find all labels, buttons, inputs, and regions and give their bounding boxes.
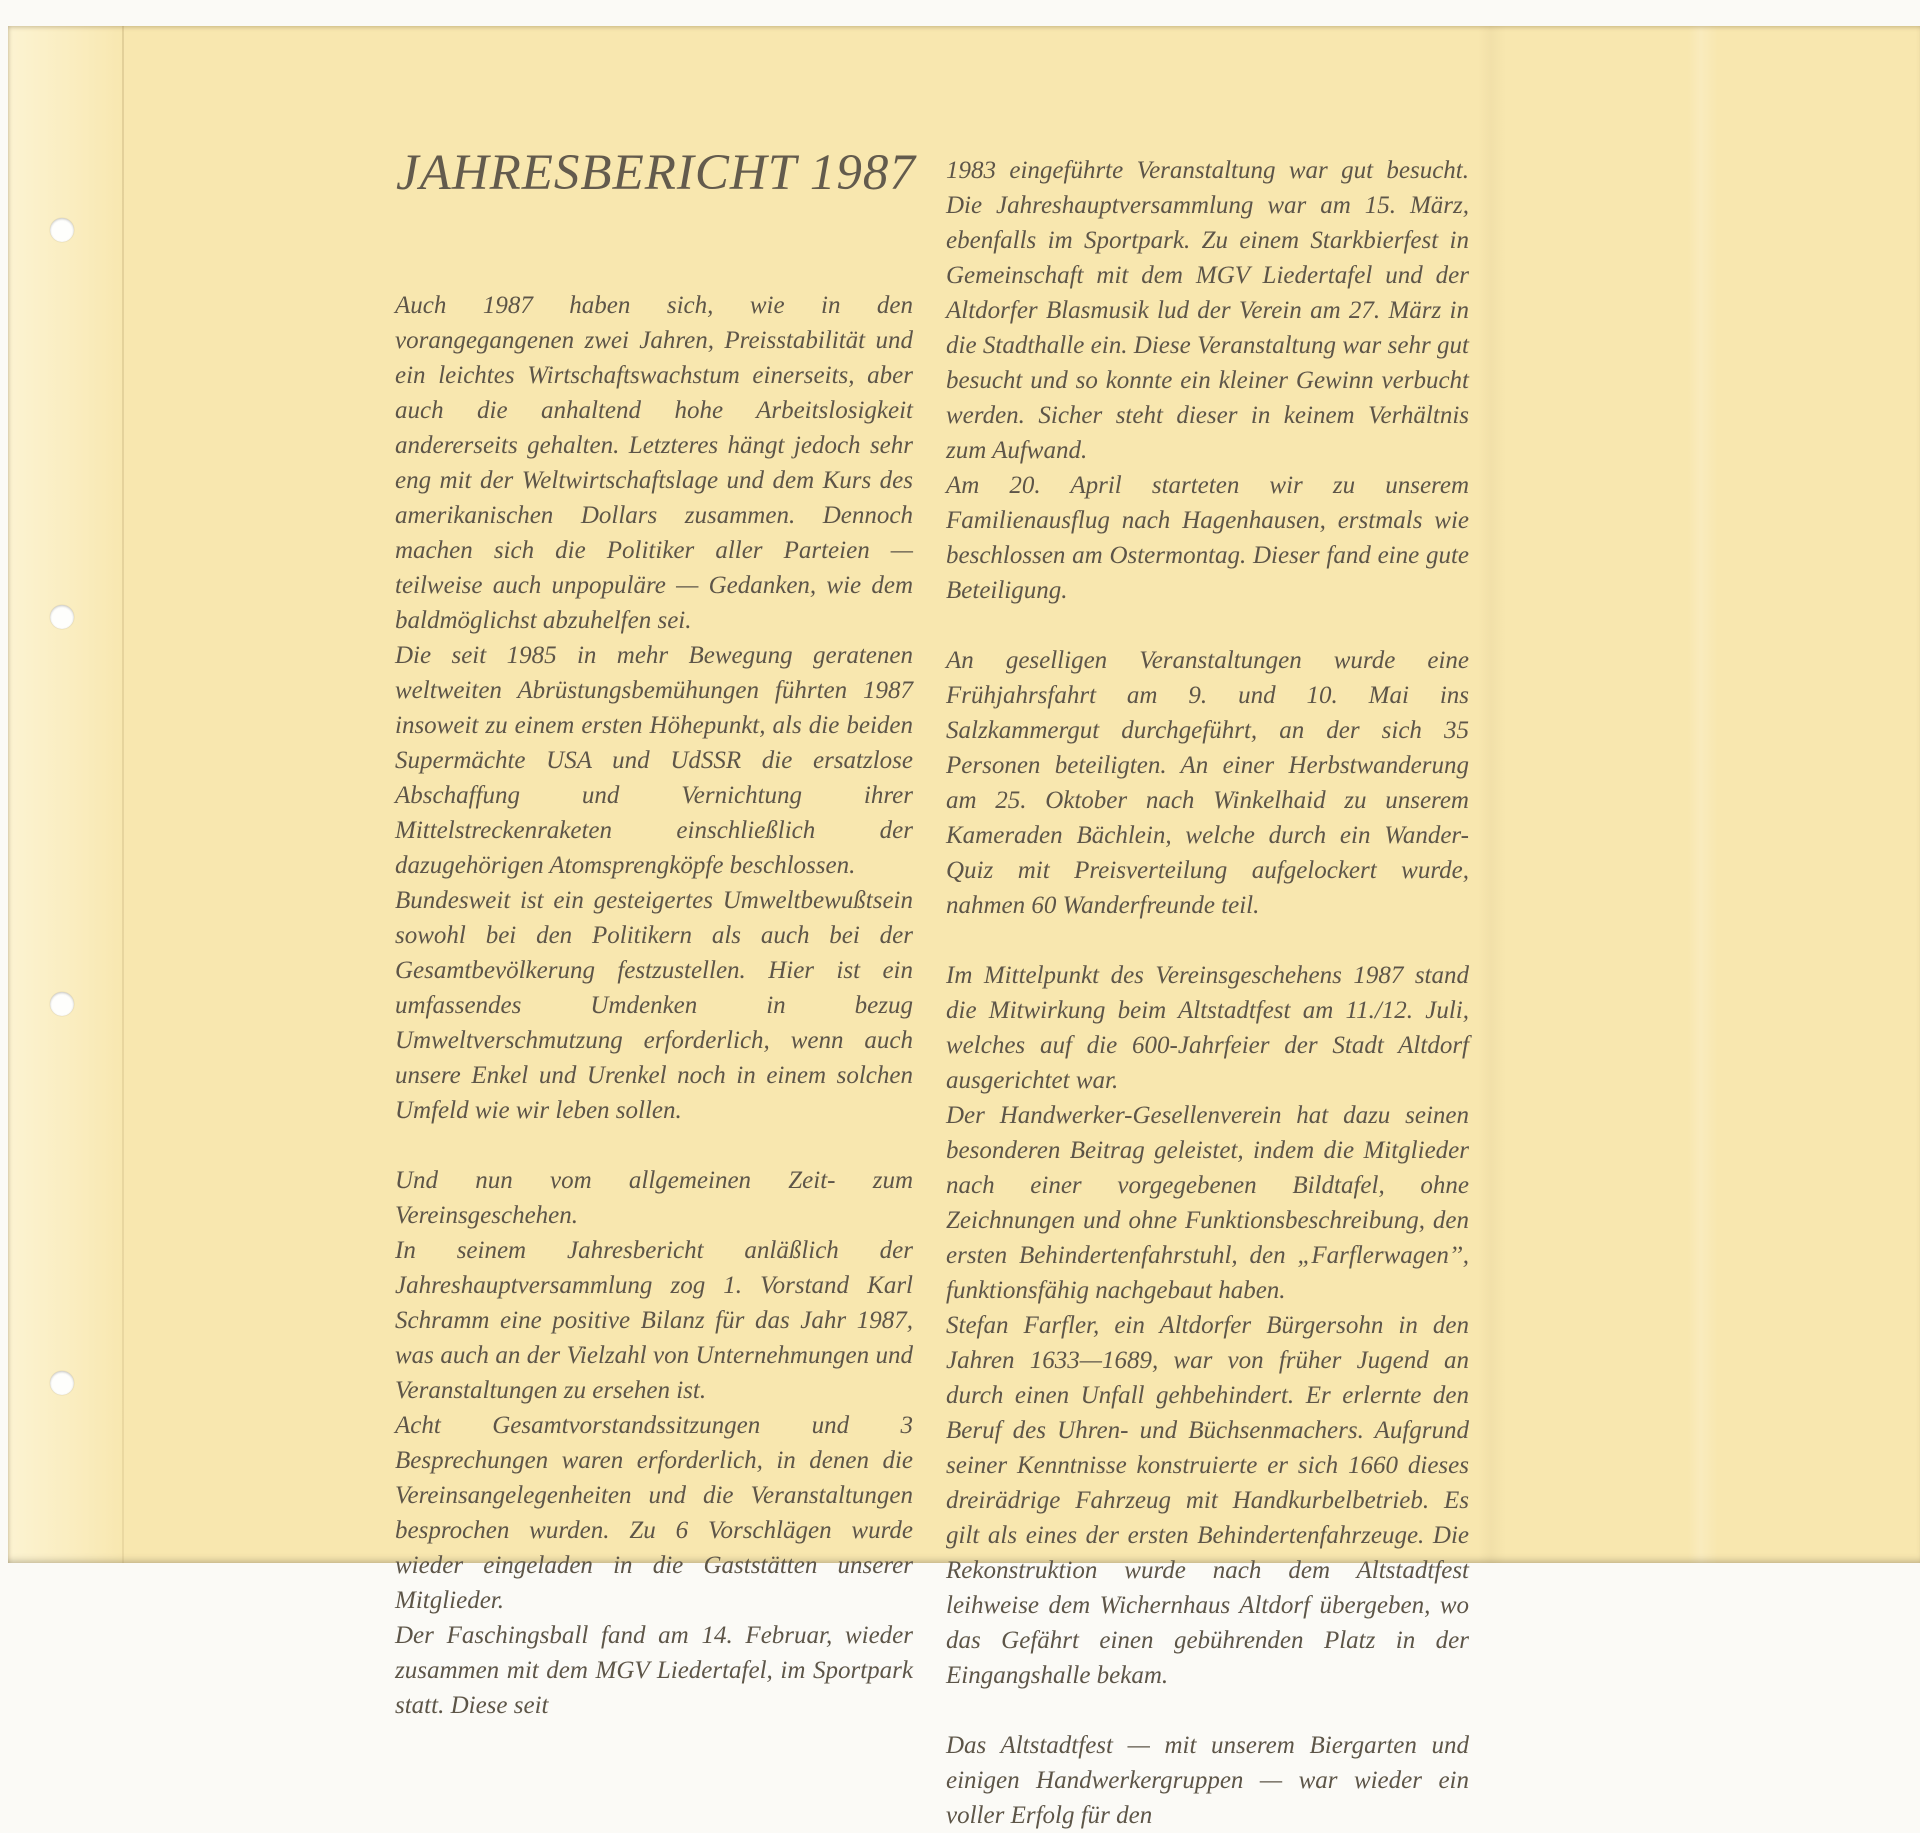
paragraph: Acht Gesamtvorstandssitzungen und 3 Besprechungen waren erforderlich, in denen die Vereinsangelegenheiten und die Veranstaltungen besprochen wurden. Zu 6 Vorschlägen wurde wieder eingeladen in die Gaststätten unserer Mitglieder. (395, 1412, 913, 1614)
paragraph: In seinem Jahresbericht anläßlich der Jahreshauptversammlung zog 1. Vorstand Karl Schramm eine positive Bilanz für das Jahr 1987, was auch an der Vielzahl von Unternehmungen und Veranstaltungen zu ersehen ist. (395, 1237, 913, 1404)
punch-hole (50, 1371, 74, 1395)
paragraph: Auch 1987 haben sich, wie in den vorangegangenen zwei Jahren, Preisstabilität und ein leichtes Wirtschaftswachstum einerseits, aber auch die anhaltend hohe Arbeitslosigkeit andererseits gehalten. Letzteres hängt jedoch sehr eng mit der Weltwirtschaftslage und dem Kurs des amerikanischen Dollars zusammen. Dennoch machen sich die Politiker aller Parteien — teilweise auch unpopuläre — Gedanken, wie dem baldmöglichst abzuhelfen sei. (395, 292, 913, 634)
page-title: JAHRESBERICHT 1987 (396, 145, 916, 201)
paragraph: 1983 eingeführte Veranstaltung war gut besucht. Die Jahreshauptversammlung war am 15. März, ebenfalls im Sportpark. Zu einem Starkbierfest in Gemeinschaft mit dem MGV Liedertafel und der Altdorfer Blasmusik lud der Verein am 27. März in die Stadthalle ein. Diese Veranstaltung war sehr gut besucht und so konnte ein kleiner Gewinn verbucht werden. Sicher steht dieser in keinem Verhältnis zum Aufwand. (946, 157, 1469, 464)
paragraph: Das Altstadtfest — mit unserem Biergarten und einigen Handwerkergruppen — war wieder ein voller Erfolg für den (946, 1732, 1469, 1829)
paragraph: Die seit 1985 in mehr Bewegung geratenen weltweiten Abrüstungsbemühungen führten 1987 insoweit zu einem ersten Höhepunkt, als die beiden Supermächte USA und UdSSR die ersatzlose Abschaffung und Vernichtung ihrer Mittelstreckenraketen einschließlich der dazugehörigen Atomsprengköpfe beschlossen. (395, 642, 913, 879)
paragraph: Bundesweit ist ein gesteigertes Umweltbewußtsein sowohl bei den Politikern als auch bei der Gesamtbevölkerung festzustellen. Hier ist ein umfassendes Umdenken in bezug Umweltverschmutzung erforderlich, wenn auch unsere Enkel und Urenkel noch in einem solchen Umfeld wie wir leben sollen. (395, 887, 913, 1124)
paragraph: An geselligen Veranstaltungen wurde eine Frühjahrsfahrt am 9. und 10. Mai ins Salzkammergut durchgeführt, an der sich 35 Personen beteiligten. An einer Herbstwanderung am 25. Oktober nach Winkelhaid zu unserem Kameraden Bächlein, welche durch ein Wander-Quiz mit Preisverteilung aufgelockert wurde, nahmen 60 Wanderfreunde teil. (946, 647, 1469, 919)
binding-fold-line (122, 26, 124, 1563)
punch-hole (50, 218, 74, 242)
scanned-paper-sheet (8, 26, 1920, 1829)
left-column (395, 288, 913, 1723)
paragraph: Der Faschingsball fand am 14. Februar, wieder zusammen mit dem MGV Liedertafel, im Sportpark statt. Diese seit (395, 1622, 913, 1719)
paragraph: Im Mittelpunkt des Vereinsgeschehens 1987 stand die Mitwirkung beim Altstadtfest am 11./12. Juli, welches auf die 600-Jahrfeier der Stadt Altdorf ausgerichtet war. (946, 962, 1469, 1094)
paragraph: Der Handwerker-Gesellenverein hat dazu seinen besonderen Beitrag geleistet, indem die Mitglieder nach einer vorgegebenen Bildtafel, ohne Zeichnungen und ohne Funktionsbeschreibung, den ersten Behindertenfahrstuhl, den „Farflerwagen’’, funktionsfähig nachgebaut haben. (946, 1102, 1469, 1304)
punch-hole (50, 992, 74, 1016)
punch-hole (50, 605, 74, 629)
paragraph: Und nun vom allgemeinen Zeit- zum Vereinsgeschehen. (395, 1167, 913, 1229)
paragraph: Am 20. April starteten wir zu unserem Familienausflug nach Hagenhausen, erstmals wie beschlossen am Ostermontag. Dieser fand eine gute Beteiligung. (946, 472, 1469, 604)
paragraph: Stefan Farfler, ein Altdorfer Bürgersohn in den Jahren 1633—1689, war von früher Jugend an durch einen Unfall gehbehindert. Er erlernte den Beruf des Uhren- und Büchsenmachers. Aufgrund seiner Kenntnisse konstruierte er sich 1660 dieses dreirädrige Fahrzeug mit Handkurbelbetrieb. Es gilt als eines der ersten Behindertenfahrzeuge. Die Rekonstruktion wurde nach dem Altstadtfest leihweise dem Wichernhaus Altdorf übergeben, wo das Gefährt einen gebührenden Platz in der Eingangshalle bekam. (946, 1312, 1469, 1689)
right-column (946, 153, 1469, 1833)
